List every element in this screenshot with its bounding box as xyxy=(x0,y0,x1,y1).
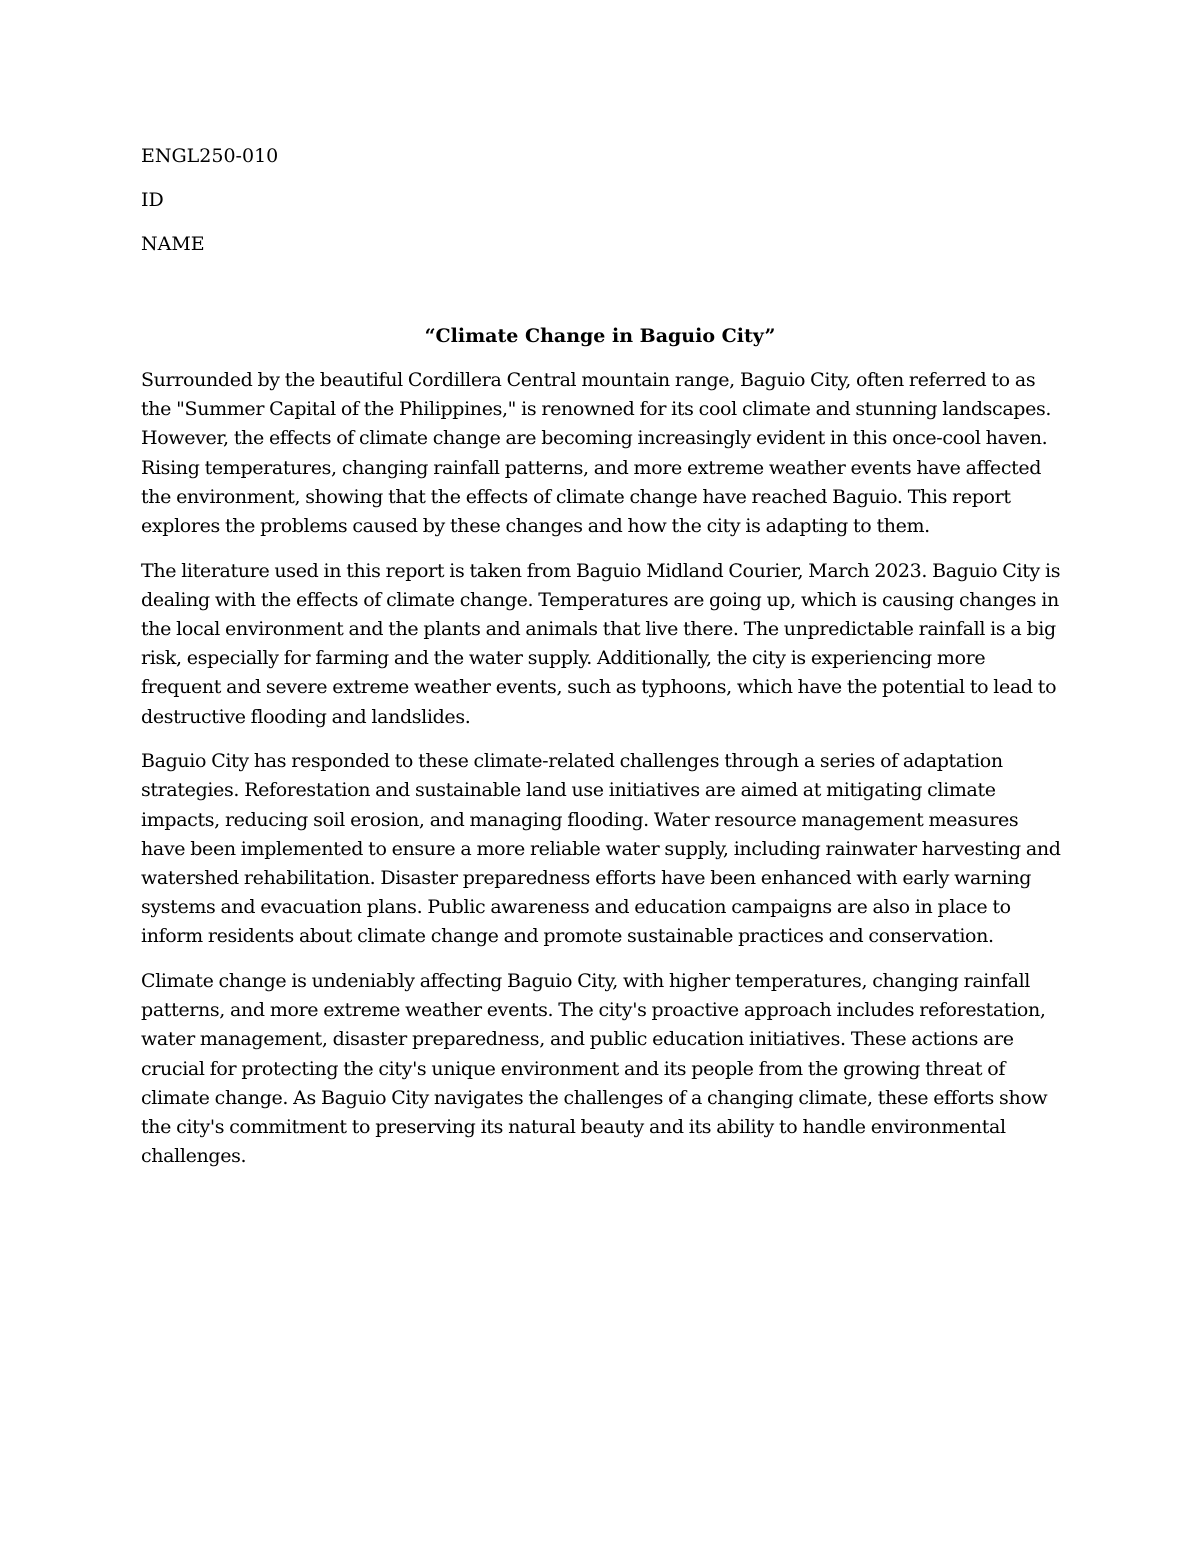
student-header xyxy=(141,142,741,274)
document-body xyxy=(141,366,1061,1187)
document-title: “Climate Change in Baguio City” xyxy=(424,325,776,347)
student-id: ID xyxy=(141,189,164,211)
course-code: ENGL250-010 xyxy=(141,145,279,167)
paragraph-literature: The literature used in this report is taken from Baguio Midland Courier, March 2023. Baguio City is dealing with the effects of climate change. Temperatures are going up, which is causing changes in the local environment and the plants and animals that live there. The unpredictable rainfall is a big risk, especially for farming and the water supply. Additionally, the city is experiencing more frequent and severe extreme weather events, such as typhoons, which have the potential to lead to destructive flooding and landslides. xyxy=(141,559,1061,728)
paragraph-introduction: Surrounded by the beautiful Cordillera Central mountain range, Baguio City, often referred to as the "Summer Capital of the Philippines," is renowned for its cool climate and stunning landscapes. However, the effects of climate change are becoming increasingly evident in this once-cool haven. Rising temperatures, changing rainfall patterns, and more extreme weather events have affected the environment, showing that the effects of climate change have reached Baguio. This report explores the problems caused by these changes and how the city is adapting to them. xyxy=(141,369,1052,538)
student-name: NAME xyxy=(141,233,205,255)
paragraph-adaptation: Baguio City has responded to these climate-related challenges through a series of adaptation strategies. Reforestation and sustainable land use initiatives are aimed at mitigating climate impacts, reducing soil erosion, and managing flooding. Water resource management measures have been implemented to ensure a more reliable water supply, including rainwater harvesting and watershed rehabilitation. Disaster preparedness efforts have been enhanced with early warning systems and evacuation plans. Public awareness and education campaigns are also in place to inform residents about climate change and promote sustainable practices and conservation. xyxy=(141,750,1061,948)
paragraph-conclusion: Climate change is undeniably affecting Baguio City, with higher temperatures, changing rainfall patterns, and more extreme weather events. The city's proactive approach includes reforestation, water management, disaster preparedness, and public education initiatives. These actions are crucial for protecting the city's unique environment and its people from the growing threat of climate change. As Baguio City navigates the challenges of a changing climate, these efforts show the city's commitment to preserving its natural beauty and its ability to handle environmental challenges. xyxy=(141,970,1048,1168)
